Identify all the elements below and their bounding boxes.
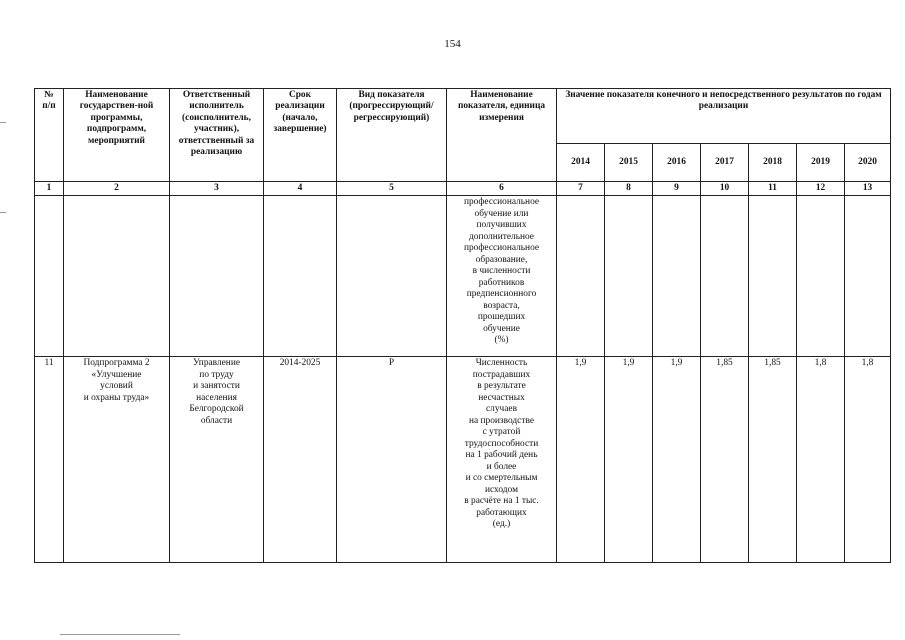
column-number: 4 xyxy=(264,182,337,196)
header-year-2016: 2016 xyxy=(653,144,701,182)
row-value xyxy=(653,196,701,357)
results-table xyxy=(34,88,891,563)
column-number: 9 xyxy=(653,182,701,196)
edge-mark xyxy=(0,122,6,123)
row-value: 1,8 xyxy=(797,357,845,563)
row-indicator-type: Р xyxy=(337,357,447,563)
header-year-2017: 2017 xyxy=(701,144,749,182)
row-value: 1,85 xyxy=(701,357,749,563)
column-number: 2 xyxy=(64,182,170,196)
column-number: 6 xyxy=(447,182,557,196)
page-number: 154 xyxy=(444,38,461,50)
row-value: 1,9 xyxy=(605,357,653,563)
row-term: 2014-2025 xyxy=(264,357,337,563)
row-program xyxy=(64,196,170,357)
row-value xyxy=(797,196,845,357)
header-year-2019: 2019 xyxy=(797,144,845,182)
edge-mark xyxy=(0,212,6,213)
column-number: 10 xyxy=(701,182,749,196)
column-number: 3 xyxy=(170,182,264,196)
header-term: Срок реализации (начало, завершение) xyxy=(264,89,337,182)
header-indicator-name: Наименование показателя, единица измерения xyxy=(447,89,557,182)
header-year-2014: 2014 xyxy=(557,144,605,182)
row-value: 1,8 xyxy=(845,357,891,563)
column-number: 11 xyxy=(749,182,797,196)
row-value: 1,9 xyxy=(653,357,701,563)
header-executor: Ответственный исполнитель (соисполнитель, участник), ответственный за реализацию xyxy=(170,89,264,182)
bottom-rule xyxy=(60,634,180,635)
row-executor: Управление по труду и занятости населения Белгородской области xyxy=(170,357,264,563)
row-value xyxy=(605,196,653,357)
header-year-2020: 2020 xyxy=(845,144,891,182)
row-indicator-name: Численность пострадавших в результате несчастных случаев на производстве с утратой трудоспособности на 1 рабочий день и более и со смертельным исходом в расчёте на 1 тыс. работающих (ед.) xyxy=(447,357,557,563)
column-number: 1 xyxy=(35,182,64,196)
header-num: № п/п xyxy=(35,89,64,182)
header-values-group: Значение показателя конечного и непосредственного результатов по годам реализации xyxy=(557,89,891,144)
row-indicator-type xyxy=(337,196,447,357)
row-num: 11 xyxy=(35,357,64,563)
table-row xyxy=(35,196,891,357)
header-indicator-type: Вид показателя (прогрессирующий/ регрессирующий) xyxy=(337,89,447,182)
row-value xyxy=(749,196,797,357)
column-number: 12 xyxy=(797,182,845,196)
row-value xyxy=(557,196,605,357)
column-number: 7 xyxy=(557,182,605,196)
row-num xyxy=(35,196,64,357)
row-value: 1,85 xyxy=(749,357,797,563)
table-row xyxy=(35,357,891,563)
row-value xyxy=(845,196,891,357)
row-value xyxy=(701,196,749,357)
row-indicator-name: профессиональное обучение или получивших дополнительное профессиональное образование, в численности работников предпенсионного возраста, прошедших обучение (%) xyxy=(447,196,557,357)
row-term xyxy=(264,196,337,357)
row-program: Подпрограмма 2 «Улучшение условий и охраны труда» xyxy=(64,357,170,563)
column-number-row xyxy=(35,182,891,196)
row-value: 1,9 xyxy=(557,357,605,563)
column-number: 13 xyxy=(845,182,891,196)
row-executor xyxy=(170,196,264,357)
header-program: Наименование государствен-ной программы, подпрограмм, мероприятий xyxy=(64,89,170,182)
column-number: 8 xyxy=(605,182,653,196)
header-year-2015: 2015 xyxy=(605,144,653,182)
column-number: 5 xyxy=(337,182,447,196)
header-year-2018: 2018 xyxy=(749,144,797,182)
